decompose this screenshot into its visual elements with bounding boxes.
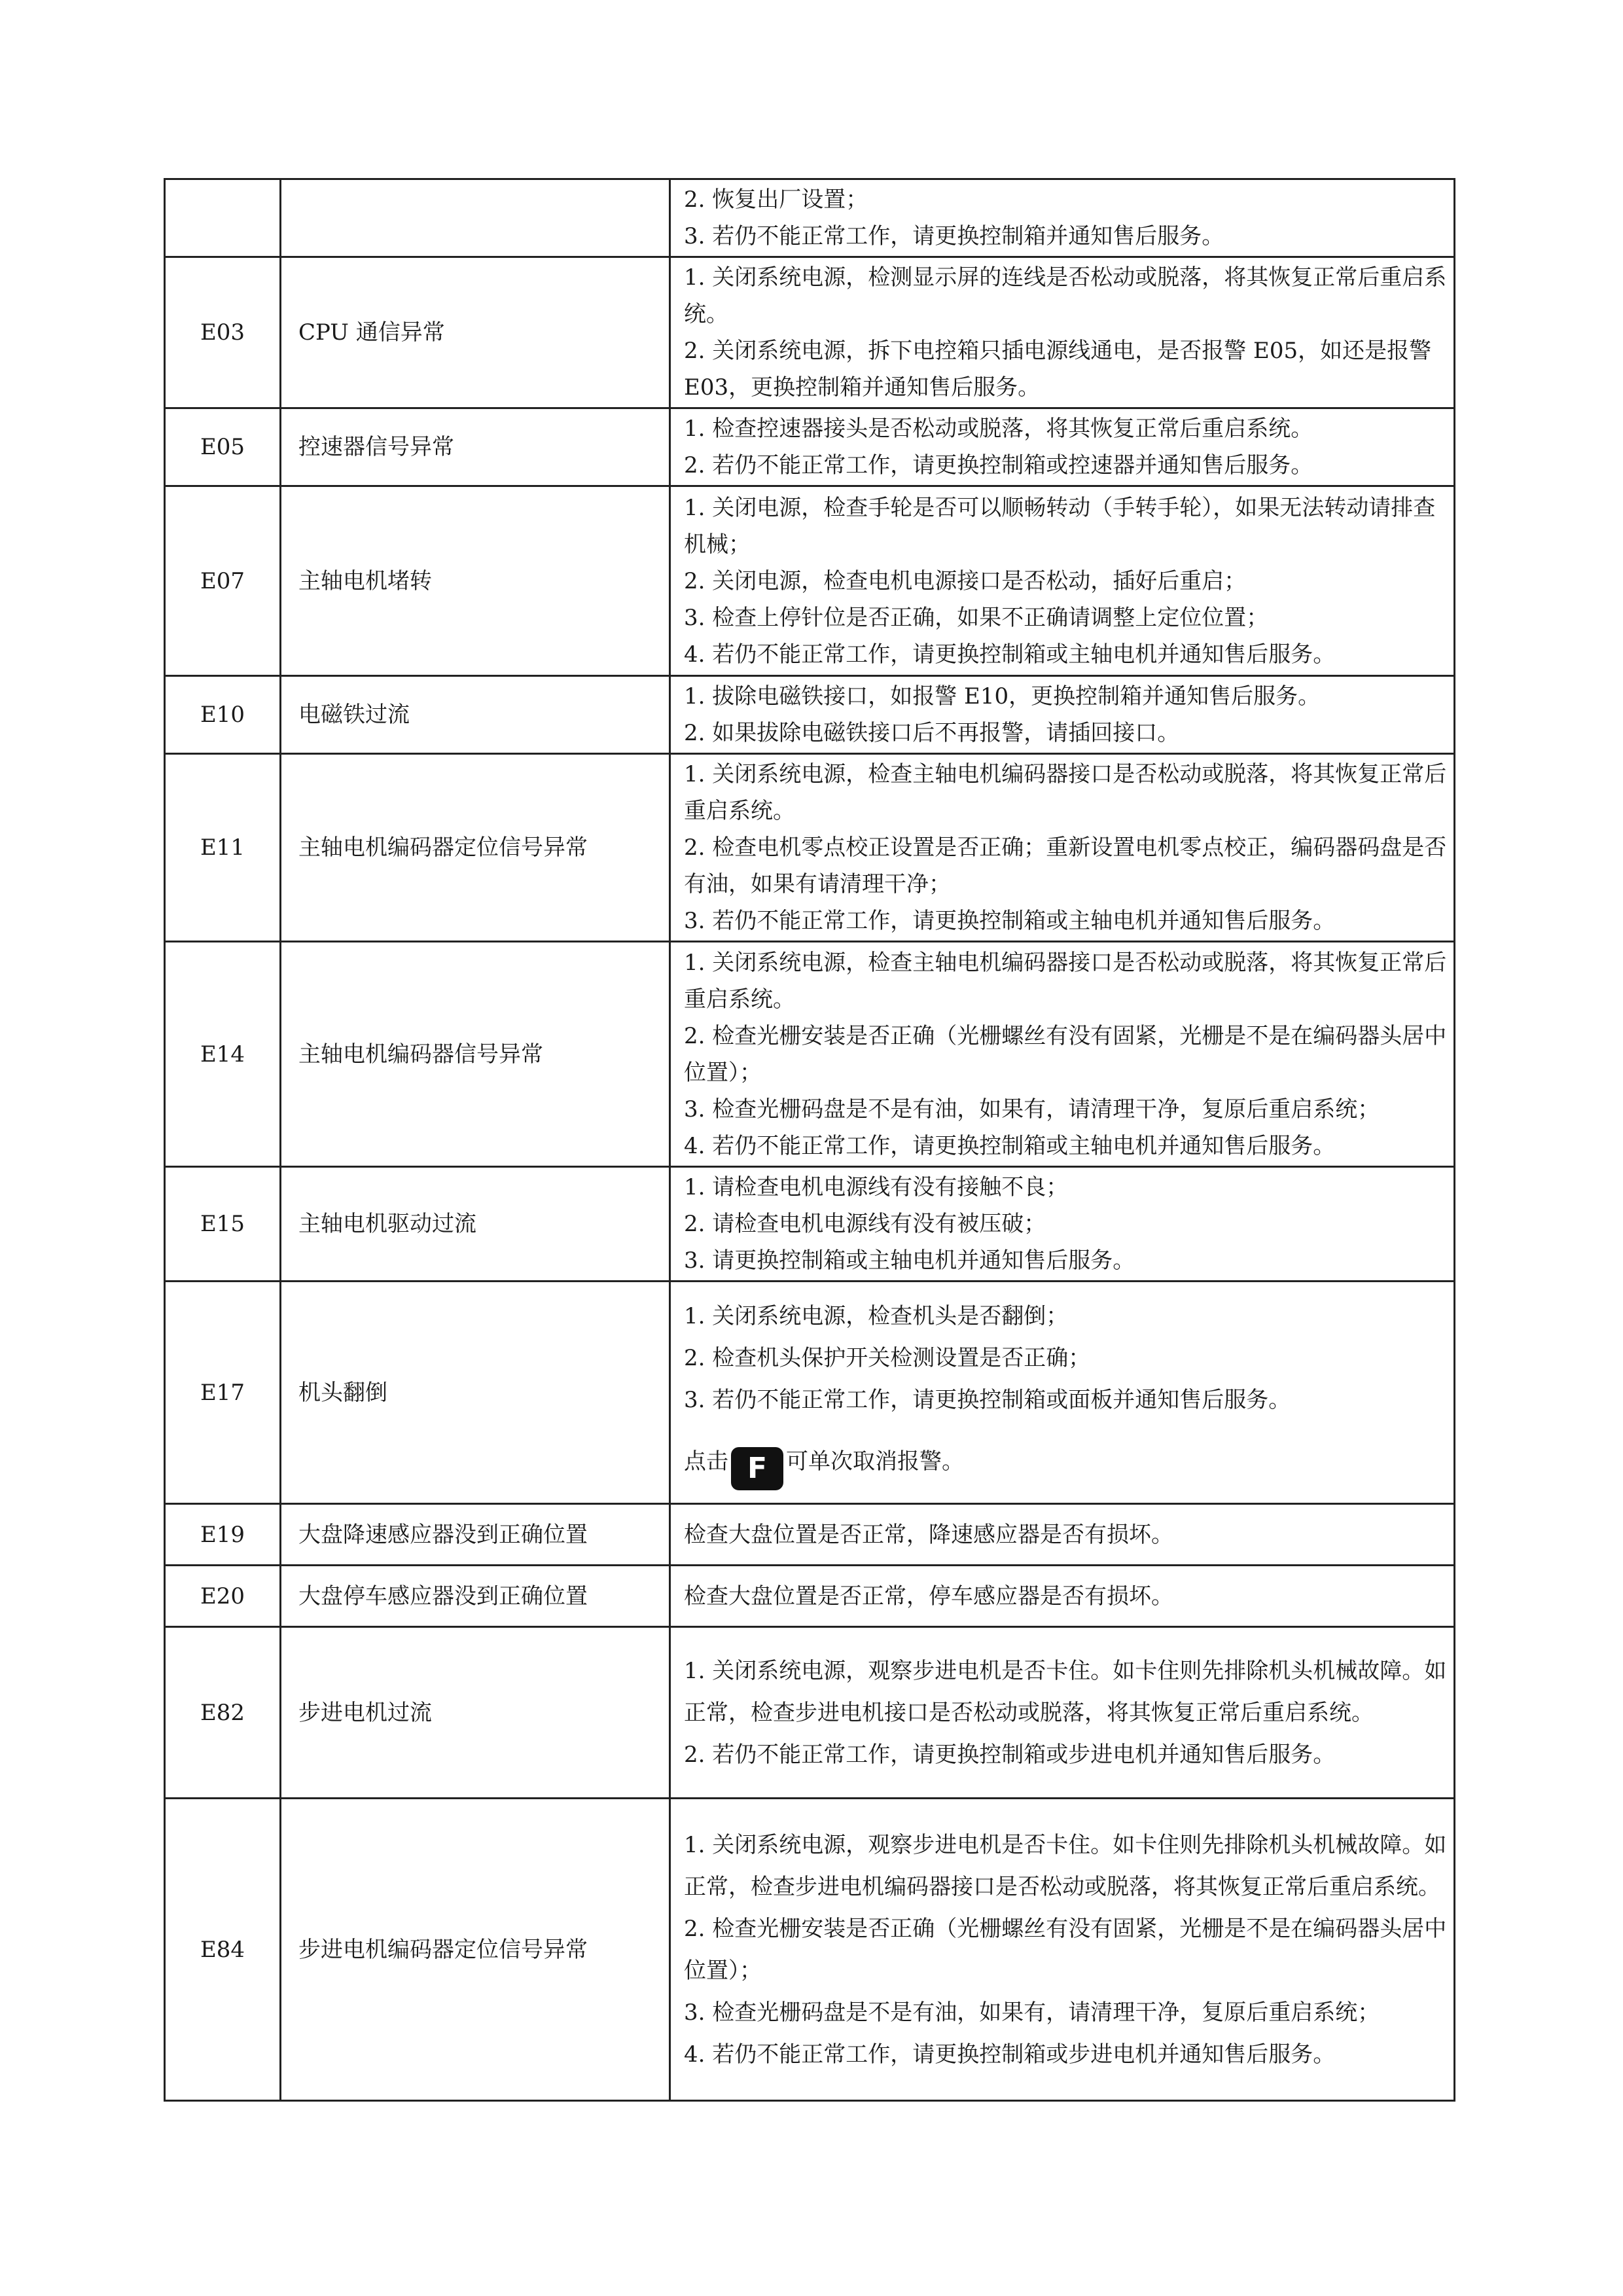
table-row bbox=[165, 1566, 1455, 1627]
solution-cell bbox=[670, 1504, 1455, 1566]
table-row bbox=[165, 1504, 1455, 1566]
error-name-cell: 控速器信号异常 bbox=[281, 408, 670, 486]
solution-step: 3. 若仍不能正常工作，请更换控制箱并通知售后服务。 bbox=[684, 223, 1224, 249]
note-prefix: 点击 bbox=[684, 1448, 728, 1475]
solution-cell bbox=[670, 676, 1455, 754]
error-code-cell: E05 bbox=[165, 408, 281, 486]
table-row bbox=[165, 1167, 1455, 1282]
solution-step: 4. 若仍不能正常工作，请更换控制箱或主轴电机并通知售后服务。 bbox=[684, 641, 1336, 668]
solution-step: 2. 恢复出厂设置； bbox=[684, 187, 868, 213]
solution-step: 3. 检查光栅码盘是不是有油，如果有，请清理干净，复原后重启系统； bbox=[684, 1999, 1380, 2026]
table-row bbox=[165, 1282, 1455, 1504]
error-code-cell bbox=[165, 179, 281, 257]
solution-cell bbox=[670, 179, 1455, 257]
error-code-cell: E11 bbox=[165, 754, 281, 942]
table-row bbox=[165, 179, 1455, 257]
table-row bbox=[165, 408, 1455, 486]
table-row bbox=[165, 676, 1455, 754]
error-name-cell: 步进电机编码器定位信号异常 bbox=[281, 1799, 670, 2101]
error-code-sheet bbox=[164, 178, 1455, 2102]
solution-cell bbox=[670, 1282, 1455, 1504]
error-code-cell: E19 bbox=[165, 1504, 281, 1566]
solution-step: 1. 关闭系统电源，检查主轴电机编码器接口是否松动或脱落，将其恢复正常后重启系统。 bbox=[684, 949, 1447, 1013]
solution-cell bbox=[670, 1566, 1455, 1627]
solution-step: 2. 检查光栅安装是否正确（光栅螺丝有没有固紧，光栅是不是在编码器头居中位置）； bbox=[684, 1022, 1447, 1086]
solution-step: 2. 如果拔除电磁铁接口后不再报警，请插回接口。 bbox=[684, 720, 1180, 746]
solution-cell bbox=[670, 1799, 1455, 2101]
error-code-cell: E84 bbox=[165, 1799, 281, 2101]
solution-step: 2. 检查光栅安装是否正确（光栅螺丝有没有固紧，光栅是不是在编码器头居中位置）； bbox=[684, 1915, 1447, 1984]
solution-step: 2. 若仍不能正常工作，请更换控制箱或控速器并通知售后服务。 bbox=[684, 452, 1313, 478]
note-suffix: 可单次取消报警。 bbox=[786, 1448, 964, 1475]
error-name-cell bbox=[281, 179, 670, 257]
error-code-table-body bbox=[165, 179, 1455, 2101]
solution-cell bbox=[670, 942, 1455, 1167]
solution-step: 1. 关闭系统电源，检查机头是否翻倒； bbox=[684, 1302, 1069, 1329]
error-name-cell: 大盘降速感应器没到正确位置 bbox=[281, 1504, 670, 1566]
error-code-cell: E82 bbox=[165, 1627, 281, 1799]
solution-step: 2. 若仍不能正常工作，请更换控制箱或步进电机并通知售后服务。 bbox=[684, 1741, 1336, 1768]
solution-step: 2. 检查机头保护开关检测设置是否正确； bbox=[684, 1344, 1091, 1371]
solution-cell bbox=[670, 1167, 1455, 1282]
solution-step: 3. 检查上停针位是否正确，如果不正确请调整上定位位置； bbox=[684, 604, 1269, 631]
solution-step: 3. 请更换控制箱或主轴电机并通知售后服务。 bbox=[684, 1247, 1135, 1274]
table-row bbox=[165, 486, 1455, 676]
solution-cell bbox=[670, 486, 1455, 676]
error-code-cell: E14 bbox=[165, 942, 281, 1167]
solution-step: 4. 若仍不能正常工作，请更换控制箱或主轴电机并通知售后服务。 bbox=[684, 1132, 1336, 1159]
solution-step: 1. 关闭系统电源，检测显示屏的连线是否松动或脱落，将其恢复正常后重启系统。 bbox=[684, 264, 1447, 327]
solution-step: 检查大盘位置是否正常，降速感应器是否有损坏。 bbox=[684, 1521, 1173, 1548]
error-code-cell: E15 bbox=[165, 1167, 281, 1282]
solution-cell bbox=[670, 754, 1455, 942]
error-code-cell: E10 bbox=[165, 676, 281, 754]
error-code-cell: E03 bbox=[165, 257, 281, 408]
error-code-table bbox=[164, 178, 1455, 2102]
solution-step: 1. 请检查电机电源线有没有接触不良； bbox=[684, 1174, 1069, 1200]
solution-step: 3. 若仍不能正常工作，请更换控制箱或面板并通知售后服务。 bbox=[684, 1386, 1291, 1413]
solution-step: 1. 关闭系统电源，观察步进电机是否卡住。如卡住则先排除机头机械故障。如正常，检查步进电机接口是否松动或脱落，将其恢复正常后重启系统。 bbox=[684, 1657, 1447, 1726]
error-name-cell: 主轴电机编码器信号异常 bbox=[281, 942, 670, 1167]
error-name-cell: 电磁铁过流 bbox=[281, 676, 670, 754]
table-row bbox=[165, 1627, 1455, 1799]
solution-step: 1. 关闭电源，检查手轮是否可以顺畅转动（手转手轮），如果无法转动请排查机械； bbox=[684, 494, 1436, 558]
table-row bbox=[165, 754, 1455, 942]
table-row bbox=[165, 942, 1455, 1167]
table-row bbox=[165, 1799, 1455, 2101]
solution-step: 1. 检查控速器接头是否松动或脱落，将其恢复正常后重启系统。 bbox=[684, 416, 1313, 442]
f-key-icon: F bbox=[731, 1447, 783, 1490]
solution-step: 3. 若仍不能正常工作，请更换控制箱或主轴电机并通知售后服务。 bbox=[684, 908, 1336, 934]
error-code-cell: E17 bbox=[165, 1282, 281, 1504]
error-name-cell: 步进电机过流 bbox=[281, 1627, 670, 1799]
solution-cell bbox=[670, 408, 1455, 486]
error-name-cell: 大盘停车感应器没到正确位置 bbox=[281, 1566, 670, 1627]
solution-step: 2. 检查电机零点校正设置是否正确；重新设置电机零点校正，编码器码盘是否有油，如果有请清理干净； bbox=[684, 834, 1447, 897]
table-row bbox=[165, 257, 1455, 408]
solution-step: 3. 检查光栅码盘是不是有油，如果有，请清理干净，复原后重启系统； bbox=[684, 1096, 1380, 1122]
error-name-cell: 主轴电机编码器定位信号异常 bbox=[281, 754, 670, 942]
solution-step: 2. 请检查电机电源线有没有被压破； bbox=[684, 1211, 1046, 1237]
cancel-alarm-note bbox=[684, 1441, 1447, 1490]
solution-step: 1. 拔除电磁铁接口，如报警 E10，更换控制箱并通知售后服务。 bbox=[684, 683, 1321, 709]
solution-step: 检查大盘位置是否正常，停车感应器是否有损坏。 bbox=[684, 1583, 1173, 1609]
error-name-cell: CPU 通信异常 bbox=[281, 257, 670, 408]
error-name-cell: 主轴电机驱动过流 bbox=[281, 1167, 670, 1282]
error-code-cell: E07 bbox=[165, 486, 281, 676]
error-name-cell: 主轴电机堵转 bbox=[281, 486, 670, 676]
solution-step: 1. 关闭系统电源，观察步进电机是否卡住。如卡住则先排除机头机械故障。如正常，检查步进电机编码器接口是否松动或脱落，将其恢复正常后重启系统。 bbox=[684, 1831, 1447, 1900]
solution-cell bbox=[670, 1627, 1455, 1799]
solution-cell bbox=[670, 257, 1455, 408]
solution-step: 4. 若仍不能正常工作，请更换控制箱或步进电机并通知售后服务。 bbox=[684, 2041, 1336, 2068]
solution-step: 2. 关闭电源，检查电机电源接口是否松动，插好后重启； bbox=[684, 567, 1247, 594]
error-name-cell: 机头翻倒 bbox=[281, 1282, 670, 1504]
error-code-cell: E20 bbox=[165, 1566, 281, 1627]
solution-step: 1. 关闭系统电源，检查主轴电机编码器接口是否松动或脱落，将其恢复正常后重启系统。 bbox=[684, 761, 1447, 824]
solution-step: 2. 关闭系统电源，拆下电控箱只插电源线通电，是否报警 E05，如还是报警 E03，更换控制箱并通知售后服务。 bbox=[684, 338, 1432, 401]
